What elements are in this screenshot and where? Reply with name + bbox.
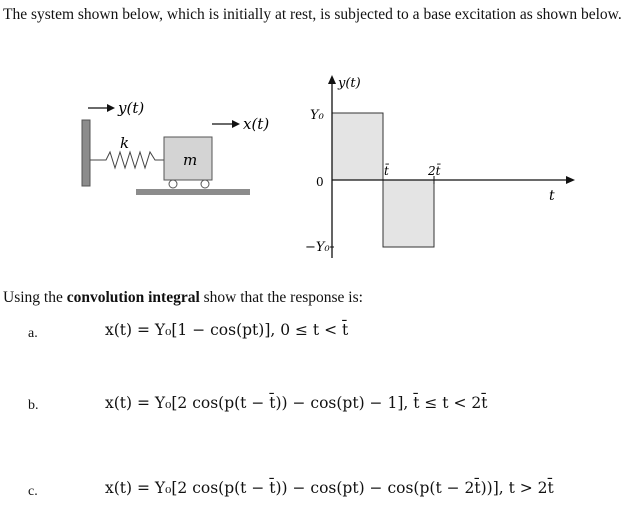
- wall: [82, 120, 90, 186]
- y-axis-arrow: [328, 75, 336, 84]
- tick-label-tbar: t̄: [384, 164, 389, 178]
- instruction: [3, 289, 363, 307]
- instruction-suffix: show that the response is:: [199, 289, 363, 306]
- excitation-bar-2: [383, 180, 434, 247]
- base-system-diagram: [82, 99, 269, 195]
- ground: [136, 189, 250, 195]
- problem-intro: The system shown below, which is initially at rest, is subjected to a base excitation as shown below.: [3, 6, 622, 23]
- tick-label-Y0: Y₀: [310, 108, 324, 123]
- answer-b-label: b.: [28, 398, 39, 413]
- t-axis-arrow: [566, 176, 575, 184]
- answer-c-equation: x(t) = Y₀[2 cos(p(t − t̄)) − cos(pt) − cos(p(t − 2t̄))], t > 2t̄: [105, 479, 554, 497]
- y-arrow-head: [107, 104, 115, 112]
- tick-label-zero: 0: [316, 175, 324, 189]
- instruction-prefix: Using the: [3, 289, 67, 306]
- answer-c-label: c.: [28, 484, 38, 499]
- y-axis-label: y(t): [338, 76, 361, 91]
- m-label: m: [183, 151, 198, 169]
- tick-label-negY0: −Y₀: [305, 240, 330, 255]
- wheel-right: [201, 180, 209, 188]
- answer-a-equation: x(t) = Y₀[1 − cos(pt)], 0 ≤ t < t̄: [105, 321, 349, 339]
- answer-a-label: a.: [28, 326, 38, 341]
- t-axis-label: t: [549, 188, 555, 204]
- tick-label-2tbar: 2t̄: [428, 164, 441, 178]
- excitation-bar-0: [332, 113, 383, 180]
- answer-b-equation: x(t) = Y₀[2 cos(p(t − t̄)) − cos(pt) − 1], t̄ ≤ t < 2t̄: [105, 394, 488, 412]
- x-arrow-head: [232, 120, 240, 128]
- y-label: y(t): [118, 99, 145, 117]
- spring: [90, 152, 164, 168]
- wheel-left: [169, 180, 177, 188]
- excitation-chart: [305, 75, 575, 258]
- k-label: k: [120, 134, 130, 152]
- instruction-bold: convolution integral: [66, 289, 200, 306]
- x-label: x(t): [243, 115, 270, 133]
